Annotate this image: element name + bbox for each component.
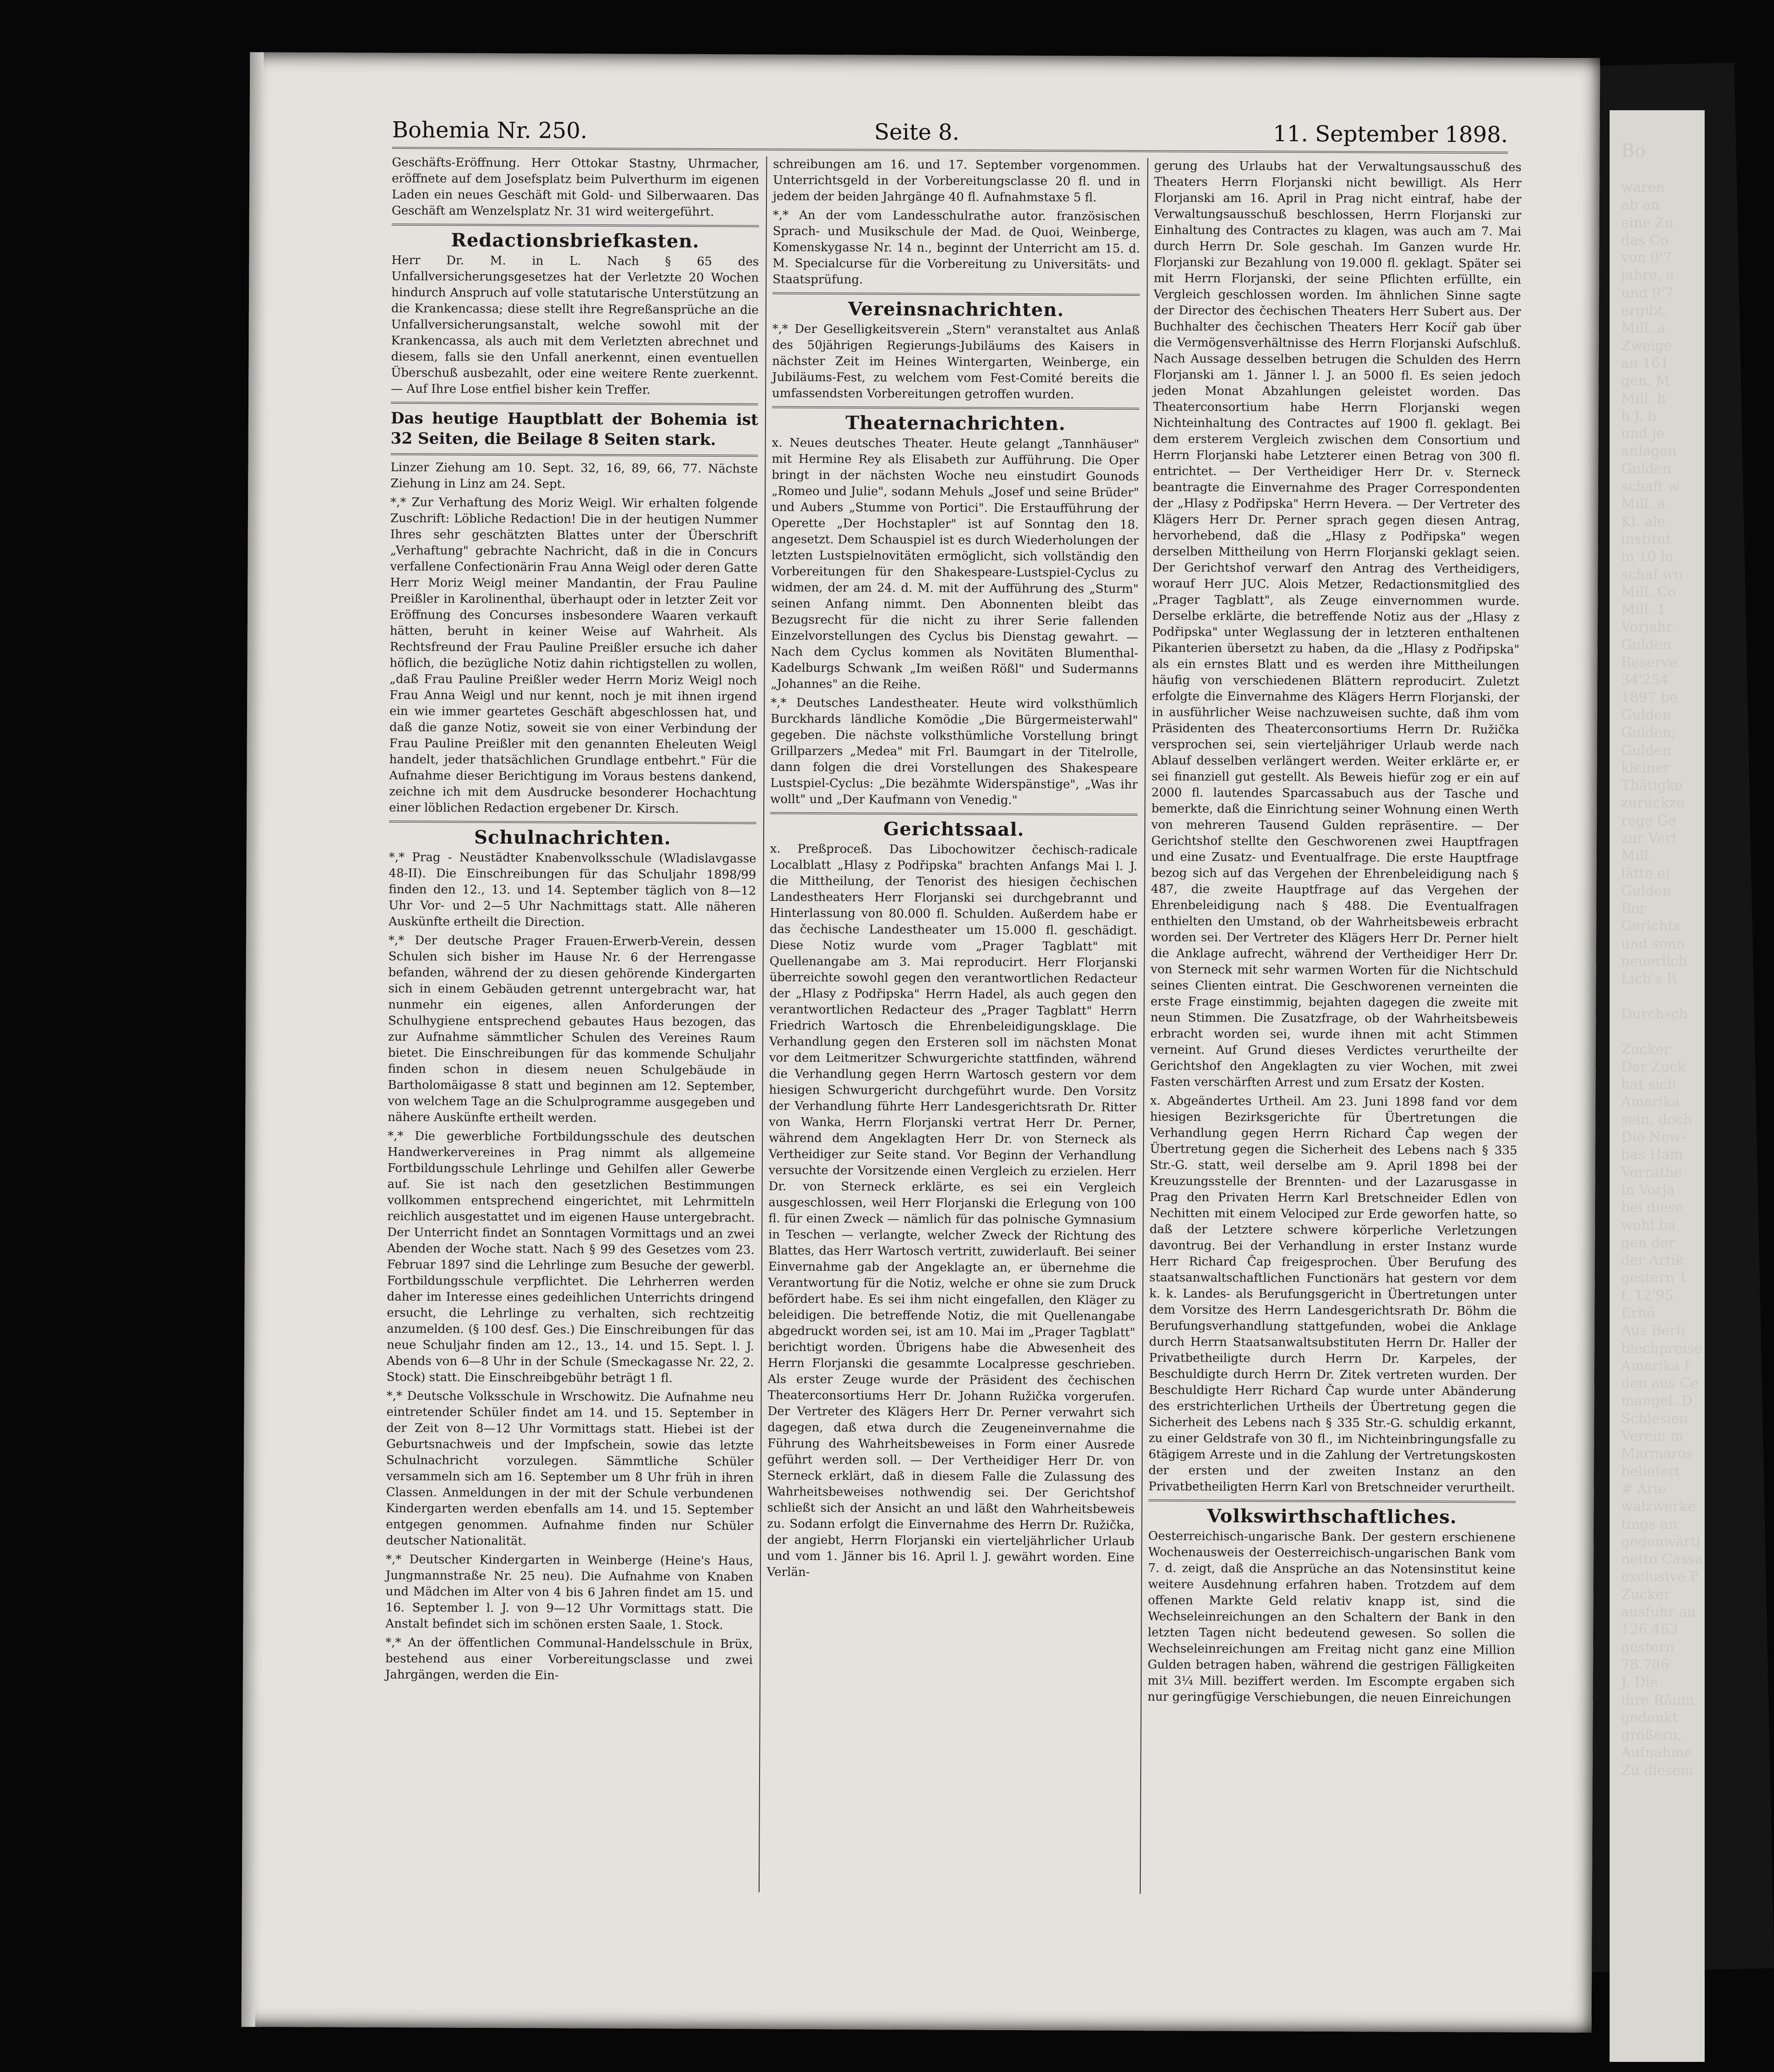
divider [391,402,758,405]
article-fortbildungsschule: *,* Die gewerbliche Fortbildungsschule des deutschen Handwerkervereines in Prag nimmt als allgemeine Fortbildungsschule Lehrlinge und Gehilfen aller Gewerbe auf. Sie ist nach den gesetzlichen Bestimmungen vollkommen entsprechend eingerichtet, mit Lehrmitteln reichlich ausgestattet und im eigenen Hause untergebracht. Der Unterricht findet an Sonntagen Vormittags und an zwei Abenden der Woche statt. Nach § 99 des Gesetzes vom 23. Februar 1897 sind die Lehrlinge zum Besuche der gewerbl. Fortbildungsschule verpflichtet. Die Lehrherren werden daher im Interesse eines gedeihlichen Unterrichts dringend ersucht, die Lehrlinge zu verhalten, sich rechtzeitig anzumelden. (§ 100 desf. Ges.) Die Einschreibungen für das neue Schuljahr finden am 12., 13., 14. und 15. Sept. l. J. Abends von 6—8 Uhr in der Schule (Smeckagasse Nr. 22, 2. Stock) statt. Die Einschreibgebühr beträgt 1 fl. [386,1129,755,1385]
adjacent-page-line: wohl ba [1621,1217,1676,1233]
adjacent-page-line: h J. b [1621,408,1656,424]
adjacent-page-line: den aus Ce [1621,1375,1699,1392]
article-abgeaendertes-urtheil: x. Abgeändertes Urtheil. Am 23. Juni 1898 fand vor dem hiesigen Bezirksgerichte für Übertretungen die Verhandlung gegen Herrn Richard Čap wegen der Übertretung gegen die Sicherheit des Lebens nach § 335 Str.-G. statt, weil derselbe am 9. April 1898 bei der Kreuzungsstelle der Brennten- und der Lazarusgasse in Prag den Privaten Herrn Karl Bretschneider Edlen von Nechitten mit einem Velociped zur Erde geworfen hatte, so daß der Letztere schwere körperliche Verletzungen davontrug. Bei der Verhandlung in erster Instanz wurde Herr Richard Čap freigesprochen. Über Berufung des staatsanwaltschaftlichen Functionärs hat gestern vor dem k. k. Landes- als Berufungsgericht in Übertretungen unter dem Vorsitze des Herrn Landesgerichtsrath Dr. Böhm die Berufungsverhandlung stattgefunden, wobei die Anklage durch Herrn Staatsanwaltsubstituten Herrn Dr. Haller der Privatbetheiligte durch Herrn Dr. Karpeles, der Beschuldigte durch Herrn Dr. Zitek vertreten wurden. Der Beschuldigte Herr Richard Čap wurde unter Abänderung des erstrichterlichen Urtheils der Übertretung gegen die Sicherheit des Lebens nach § 335 Str.-G. schuldig erkannt, zu einer Geldstrafe von 30 fl., im Nichteinbringungsfalle zu 6tägigem Arreste und in die Zahlung der Vertretungskosten der ersten und der zweiten Instanz an den Privatbetheiligten Herrn Karl von Bretschneider verurtheilt. [1148,1094,1518,1495]
adjacent-page-line: und sonn [1621,935,1685,952]
article-briefkasten: Herr Dr. M. in L. Nach § 65 des Unfallversicherungsgesetzes hat der Verletzte 20 Wochen hindurch Anspruch auf volle statutarische Unterstützung an die Krankencassa; diese stellt ihre Regreßansprüche an die Unfallversicherungsanstalt, welche sowohl mit der Krankencassa, als auch mit dem Verletzten abrechnet und diesem, falls sie den Unfall anerkennt, einen eventuellen Überschuß ausbezahlt, oder eine weitere Rente zuerkennt. — Auf Ihre Lose entfiel bisher kein Treffer. [391,253,759,397]
adjacent-page-line: blechpreise [1621,1340,1702,1357]
adjacent-page-line: Schlesien [1621,1410,1689,1427]
article-knabenvolksschule: *,* Prag - Neustädter Knabenvolksschule (Wladislavgasse 48-II). Die Einschreibungen für das Schuljahr 1898/99 finden den 12., 13. und 14. September täglich von 8—12 Uhr Vor- und 2—5 Uhr Nachmittags statt. Alle näheren Auskünfte ertheilt die Direction. [389,850,756,929]
adjacent-page-line: Aufnahme [1621,1745,1692,1761]
adjacent-page-line: ab an [1621,197,1660,214]
adjacent-page-line: Der Zuck [1621,1059,1686,1075]
adjacent-page-line: in Vorja [1621,1182,1675,1198]
adjacent-page-line: Aus Berli [1621,1323,1685,1339]
adjacent-page-line: gestern [1621,1639,1674,1655]
adjacent-page-line: Vorjahr [1621,619,1673,636]
adjacent-page-line: Gerichts [1621,918,1681,935]
adjacent-page-line: der Artik [1621,1252,1684,1269]
adjacent-page-line: Amerika f [1621,1357,1690,1374]
adjacent-page-line: Zu diesem [1621,1762,1694,1779]
adjacent-page-line: Gulden [1621,707,1672,723]
page-number: Seite 8. [874,119,960,146]
adjacent-page-line: Mill. Co [1621,584,1676,600]
newspaper-page [242,52,1600,2033]
heading-gerichtssaal: Gerichtssaal. [883,818,1025,840]
adjacent-page-line: Zweige [1621,338,1672,354]
article-handelsschule-bruex: *,* An der öffentlichen Communal-Handelsschule in Brüx, bestehend aus einer Vorbereitungsclasse und zwei Jahrgängen, werden die Ein- [385,1635,753,1683]
article-frauen-erwerb-verein: *,* Der deutsche Prager Frauen-Erwerb-Verein, dessen Schulen sich bisher im Hause Nr. 6 der Herrengasse befanden, während der zu diesen gehörende Kindergarten sich in einem Gebäuden getrennt untergebracht war, hat nunmehr ein eigenes, allen Anforderungen der Schulhygiene entsprechend gebautes Haus bezogen, das zur Aufnahme sämmtlicher Schulen des Vereines Raum bietet. Die Einschreibungen für das kommende Schuljahr finden schon in diesem neuen Schulgebäude in Bartholomäigasse 8 statt und beginnen am 12. September, von welchem Tage an die Schulprogramme ausgegeben und nähere Auskünfte ertheilt werden. [388,933,756,1125]
adjacent-page-line: das Co [1621,232,1669,248]
divider [389,821,756,824]
adjacent-page-line: f. 12'95 [1621,1287,1673,1304]
article-neues-theater: x. Neues deutsches Theater. Heute gelangt „Tannhäuser" mit Hermine Rey als Elisabeth zur Aufführung. Die Oper bringt in der nächsten Woche neu einstudirt Gounods „Romeo und Julie", sodann Mehuls „Josef und seine Brüder" und Aubers „Stumme von Portici". Die Erstaufführung der Operette „Der Hochstapler" ist auf Sonntag den 18. angesetzt. Dem Schauspiel ist es durch Wiederholungen der letzten Lustspielnovitäten ermöglicht, sich vollständig den Vorbereitungen für den Shakespeare-Lustspiel-Cyclus zu widmen, der am 24. d. M. mit der Aufführung des „Sturm" seinen Anfang nimmt. Den Abonnenten bleibt das Bezugsrecht für die nicht zu ihrer Serie fallenden Einzelvorstellungen des Cyclus bis Dienstag gewahrt. — Nach dem Cyclus kommen als Novitäten Blumenthal-Kadelburgs Schwank „Im weißen Rößl" und Sudermanns „Johannes" an die Reihe. [771,436,1139,692]
adjacent-page-line: ihre Räum [1621,1692,1695,1708]
adjacent-page-line: 34'254 [1621,672,1669,688]
article-verein-stern: *,* Der Geselligkeitsverein „Stern" veranstaltet aus Anlaß des 50jährigen Regierungs-Jubiläums des Kaisers in nächster Zeit im Heines Wintergarten, Weinberge, ein Jubiläums-Fest, zu welchem vom Fest-Comité bereits die umfassendsten Vorbereitungen getroffen wurden. [772,322,1140,402]
article-sprachschule: *,* An der vom Landesschulrathe autor. französischen Sprach- und Musikschule der Mad. de Quoi, Weinberge, Komenskygasse Nr. 14 n., beginnt der Unterricht am 15. d. M. Specialcurse für die Vorbereitung zu Universitäts- und Staatsprüfung. [772,208,1140,287]
masthead-issue: Bohemia Nr. 250. [392,117,588,144]
adjacent-page-line: schaft w [1621,479,1680,495]
adjacent-page-line: gen. M [1621,373,1670,389]
column-2 [767,157,1141,1585]
adjacent-page-line: Gulden [1621,742,1672,759]
divider [772,293,1140,296]
adjacent-page-text [1621,141,1704,1779]
adjacent-page-line: netto Cassa [1621,1551,1703,1568]
article-volksschule-wrschowitz: *,* Deutsche Volksschule in Wrschowitz. Die Aufnahme neu eintretender Schüler findet am 14. und 15. September in der Zeit von 8—12 Uhr Vormittags statt. Hiebei ist der Geburtsnachweis und der Impfschein, sowie das letzte Schulnachricht vorzulegen. Sämmtliche Schüler versammeln sich am 16. September um 8 Uhr früh in ihren Classen. Anmeldungen in der mit der Schule verbundenen Kindergarten werden ebenfalls am 14. und 15. September entgegen genommen. Aufnahme finden nur Schüler deutscher Nationalität. [386,1389,754,1548]
page-edge [242,52,264,2027]
adjacent-page-line: gedenkt [1621,1709,1678,1726]
divider [392,224,759,227]
adjacent-page-line: Kl. ale [1621,513,1666,530]
divider [391,453,758,456]
column-3 [1148,158,1522,1709]
adjacent-page-line: Mill. a [1621,496,1666,512]
column-rule [759,157,767,1892]
adjacent-page-line: bei diese [1621,1199,1684,1216]
adjacent-page-line: waren [1621,180,1665,196]
adjacent-page-line: Lich's R [1621,971,1677,987]
adjacent-page-line: kleiner [1621,760,1670,776]
adjacent-page-line: an 161 [1621,355,1669,372]
adjacent-page-line: Mill. [1621,848,1653,864]
article-verhaftung: *,* Zur Verhaftung des Moriz Weigl. Wir erhalten folgende Zuschrift: Löbliche Redaction! Die in der heutigen Nummer Ihres sehr geschätzten Blattes unter der Überschrift „Verhaftung" gebrachte Nachricht, daß in die in Concurs verfallene Confectionärin Frau Anna Weigl oder deren Gatte Herr Moriz Weigl meiner Mandantin, der Frau Pauline Preißler in Karolinenthal, überhaupt oder in letzter Zeit vor Eröffnung des Concurses insbesondere Waaren verkauft hätten, beruht in keiner Weise auf Wahrheit. Als Rechtsfreund der Frau Pauline Preißler ersuche ich daher höflich, die bezügliche Notiz dahin richtigstellen zu wollen, „daß Frau Pauline Preißler weder Herrn Moriz Weigl noch Frau Anna Weigl und nur kennt, noch je mit ihnen irgend ein wie immer geartetes Geschäft abgeschlossen hat, und daß die ganze Notiz, soweit sie von einer Verbindung der Frau Pauline Preißler mit den genannten Eheleuten Weigl handelt, jeder thatsächlichen Grundlage entbehrt." Für die Aufnahme dieser Berichtigung im Voraus bestens dankend, zeichne ich mit dem Ausdrucke besonderer Hochachtung einer löblichen Redaction ergebener Dr. Kirsch. [389,495,758,816]
adjacent-page-line: institut [1621,531,1672,547]
adjacent-page-line: # Arie [1621,1481,1667,1497]
adjacent-page-line: Gulden [1621,461,1672,477]
adjacent-page-line: und je [1621,426,1665,442]
adjacent-page-line: exclusive F [1621,1569,1700,1585]
article-handelsschule-cont: schreibungen am 16. und 17. September vorgenommen. Unterrichtsgeld in der Vorbereitungsclasse 20 fl. und in jedem der beiden Jahrgänge 40 fl. Aufnahmstaxe 5 fl. [772,157,1141,205]
divider [1149,1499,1516,1503]
adjacent-page-line: in 10 lu [1621,549,1674,565]
article-pressprocess: x. Preßproceß. Das Libochowitzer čechisch-radicale Localblatt „Hlasy z Podřipska" brachten Anfangs Mai l. J. die Mittheilung, der Tenorist des hiesigen čechischen Landestheaters Herr Florjanski sei durchgebrannt und Hinterlassung von 80.000 fl. Schulden. Außerdem habe er das čechische Landestheater um 15.000 fl. geschädigt. Diese Notiz wurde vom „Prager Tagblatt" mit Quellenangabe am 3. Mai reproducirt. Herr Florjanski überreichte sowohl gegen den verantwortlichen Redacteur der „Hlasy z Podřipska" Herrn Hadel, als auch gegen den verantwortlichen Redacteur des „Prager Tagblatt" Herrn Friedrich Wartosch die Ehrenbeleidigungsklage. Die Verhandlung gegen den Ersteren soll im nächsten Monat vor dem Leitmeritzer Schwurgerichte stattfinden, während die Verhandlung gegen Herrn Wartosch gestern vor dem hiesigen Schwurgericht durchgeführt wurde. Den Vorsitz der Verhandlung führte Herr Landesgerichtsrath Dr. Ritter von Wanka, Herrn Florjanski vertrat Herr Dr. Perner, während dem Angeklagten Herr Dr. von Sterneck als Vertheidiger zur Seite stand. Vor Beginn der Verhandlung versuchte der Vorsitzende einen Vergleich zu erzielen. Herr Dr. von Sterneck erklärte, es sei ein Vergleich ausgeschlossen, weil Herr Florjanski die Erlegung von 100 fl. für einen Zweck — nämlich für das polnische Gymnasium in Teschen — verlangte, welcher Zweck der Richtung des Blattes, das Herr Wartosch vertritt, zuwiderlauft. Bei seiner Einvernahme gab der Angeklagte an, er übernehme die Verantwortung für die Notiz, welche er ohne sie zum Druck befördert habe. Es sei ihm nicht eingefallen, den Kläger zu beleidigen. Die betreffende Notiz, die mit Quellenangabe abgedruckt worden sei, ist am 10. Mai im „Prager Tagblatt" berichtigt worden. Übrigens habe die Abwesenheit des Herrn Florjanski die gesammte Localpresse geschrieben. Als erster Zeuge wurde der Präsident des čechischen Theaterconsortiums Herr Dr. Johann Ružička vorgerufen. Der Vertreter des Klägers Herr Dr. Perner verwahrt sich dagegen, daß etwa durch die Zeugeneinvernahme die Führung des Wahrheitsbeweises in Form einer Ausrede geführt werden soll. — Der Vertheidiger Herr Dr. von Sterneck erklärt, daß in diesem Falle die Zulassung des Wahrheitsbeweises nothwendig sei. Der Gerichtshof schließt sich der Ansicht an und läßt den Wahrheitsbeweis zu. Sodann erfolgt die Einvernahme des Herrn Dr. Ružička, der angiebt, Herrn Florjanski ein vierteljährlicher Urlaub und vom 1. Jänner bis 16. April l. J. gewährt worden. Eine Verlän- [766,842,1138,1579]
adjacent-page-line: Zucker [1621,1041,1671,1058]
adjacent-page-line: sein, doch [1621,1111,1692,1128]
adjacent-page-line: von 0'7 [1621,250,1672,266]
heading-vereinsnachrichten: Vereinsnachrichten. [848,298,1064,321]
adjacent-page-line: schaf wu [1621,566,1684,583]
adjacent-page-line: Marmaros [1621,1446,1694,1462]
adjacent-page-line: Thätigke [1621,777,1683,794]
adjacent-page-line: zurückzu [1621,795,1685,811]
heading-volkswirthschaft: Volkswirthschaftliches. [1207,1505,1457,1528]
adjacent-page-line: mangel. D [1621,1393,1693,1409]
adjacent-page-line: Bor [1621,901,1646,917]
article-linzer-ziehung: Linzer Ziehung am 10. Sept. 32, 16, 89, 66, 77. Nächste Ziehung in Linz am 24. Sept. [390,460,758,491]
adjacent-page-line: Durchsch [1621,1006,1688,1022]
divider [772,406,1139,410]
adjacent-page-line: Vorräthe [1621,1164,1682,1181]
page-header [392,115,1508,154]
article-kindergarten-weinberge: *,* Deutscher Kindergarten in Weinberge (Heine's Haus, Jungmannstraße Nr. 25 neu). Die Aufnahme von Knaben und Mädchen im Alter von 4 bis 6 Jahren findet am 15. und 16. September l. J. von 9—12 Uhr Vormittags statt. Die Anstalt befindet sich im schönen ersten Saale, 1. Stock. [385,1552,754,1633]
adjacent-page-line: rege Ge [1621,812,1677,829]
adjacent-page-line: neuerlich [1621,953,1687,970]
adjacent-page-line: größern, [1621,1727,1682,1744]
adjacent-page-line: gegenwärti [1621,1533,1701,1550]
adjacent-page-line: Gulden; [1621,725,1676,741]
adjacent-page-line: eine Zu [1621,214,1674,231]
column-1 [385,155,760,1687]
article-landestheater: *,* Deutsches Landestheater. Heute wird volksthümlich Burckhards ländliche Komödie „Die Bürgermeisterwahl" gegeben. Die nächste volksthümliche Vorstellung bringt Grillparzers „Medea" mit Frl. Baumgart in der Titelrolle, dann folgen die drei Vorstellungen des Shakespeare Lustspiel-Cyclus: „Die bezähmte Widerspänstige", „Was ihr wollt" und „Der Kaufmann von Venedig." [770,696,1138,807]
heading-theaternachrichten: Theaternachrichten. [845,412,1066,435]
adjacent-page-line: walzwerke [1621,1498,1696,1515]
notice-page-count: Das heutige Hauptblatt der Bohemia ist 32 Seiten, die Beilage 8 Seiten stark. [390,409,758,450]
adjacent-page-line: und 9'7 [1621,285,1673,301]
adjacent-page-line: Zucker [1621,1586,1671,1603]
adjacent-page-header: Bo [1621,141,1646,162]
adjacent-page-line: ausfuhr au [1621,1604,1696,1621]
article-geschaeft: Geschäfts-Eröffnung. Herr Ottokar Stastny, Uhrmacher, eröffnete auf dem Josefsplatz beim Pulverthurm im eigenen Laden ein neues Geschäft mit Gold- und Silberwaaren. Das Geschäft am Wenzelsplatz Nr. 31 wird weitergeführt. [391,155,760,220]
adjacent-page-line: Gulden [1621,636,1672,653]
adjacent-page-line [1621,988,1704,1006]
adjacent-page-line: Reserve [1621,654,1678,671]
adjacent-page-line: 1897 be [1621,689,1678,706]
adjacent-page-lines [1621,179,1704,1779]
divider [770,812,1138,816]
adjacent-page-line: J. Die [1621,1674,1658,1691]
adjacent-page-line: beliefert [1621,1463,1681,1480]
adjacent-page-line: bas Ham [1621,1147,1683,1163]
article-pressprocess-cont: gerung des Urlaubs hat der Verwaltungsausschuß des Theaters Herrn Florjanski nicht bewilligt. Als Herr Florjanski am 16. April in Prag nicht eintraf, habe der Verwaltungsausschuß beschlossen, Herrn Florjanski zur Einhaltung des Contractes zu klagen, was auch am 7. Mai durch Herrn Dr. Sole geschah. Im Ganzen wurde Hr. Florjanski zur Bezahlung von 19.000 fl. geklagt. Später sei mit Herrn Florjanski, der seine Pflichten erfüllte, ein Vergleich geschlossen worden. Im ähnlichen Sinne sagte der Director des čechischen Theaters Herr Subert aus. Der Buchhalter des čechischen Theaters Herr Kocíř gab über die Vermögensverhältnisse des Herrn Florjanski Aufschluß. Nach Aussage desselben betrugen die Schulden des Herrn Florjanski am 1. Jänner l. J. an 5000 fl. Es seien jedoch jeden Monat Abzahlungen geleistet worden. Das Theaterconsortium habe Herrn Florjanski wegen Nichteinhaltung des Contractes auf 1900 fl. geklagt. Bei dem ersterem Vergleich zwischen dem Consortium und Herrn Florjanski habe Letzterer einen Betrag von 300 fl. entrichtet. — Der Vertheidiger Herr Dr. v. Sterneck beantragte die Einvernahme des Prager Correspondenten der „Hlasy z Podřipska" Herrn Hevera. — Der Vertreter des Klägers Herr Dr. Perner sprach gegen diesen Antrag, hervorhebend, daß die „Hlasy z Podřipska" wegen derselben Mittheilung von Herrn Florjanski geklagt seien. Der Gerichtshof verwarf den Antrag des Vertheidigers, worauf Herr JUC. Alois Metzer, Redactionsmitglied des „Prager Tagblatt", als Zeuge einvernommen wurde. Derselbe erklärte, die betreffende Notiz aus der „Hlasy z Podřipska" unter Weglassung der in letzteren enthaltenen Pikanterien übersetzt zu haben, da die „Hlasy z Podřipska" als ein ernstes Blatt und es werden ihre Mittheilungen häufig von verschiedenen Blättern reproducirt. Zuletzt erfolgte die Einvernahme des Klägers Herrn Florjanski, der in ausführlicher Weise nachzuweisen suchte, daß ihm vom Präsidenten des Theaterconsortiums Herrn Dr. Ružička versprochen sei, sein vierteljähriger Urlaub werde nach Ablauf desselben verlängert werden. Weiter erklärte er, er sei finanziell gut gestellt. Als Beweis hiefür zog er ein auf 2000 fl. lautendes Sparcassabuch aus der Tasche und bemerkte, daß die Einrichtung seiner Wohnung einen Werth von mehreren Tausend Gulden repräsentire. — Der Gerichtshof stellte den Geschworenen zwei Hauptfragen und eine Zusatz- und Eventualfrage. Die erste Hauptfrage bezog sich auf das Vergehen der Ehrenbeleidigung nach § 487, die zweite Hauptfrage auf das Vergehen der Ehrenbeleidigung nach § 488. Die Eventualfragen enthielten den Umstand, ob der Wahrheitsbeweis erbracht worden sei. Der Vertreter des Klägers Herr Dr. Perner hielt die Anklage aufrecht, während der Vertheidiger Herr Dr. von Sterneck mit sehr warmen Worten für die Nichtschuld seines Clienten eintrat. Die Geschworenen verneinten die erste Frage einstimmig, bejahten dagegen die zweite mit neun Stimmen. Die Zusatzfrage, ob der Wahrheitsbeweis erbracht worden sei, wurde ihnen mit acht Stimmen verneint. Auf Grund dieses Verdictes verurtheilte der Gerichtshof den Angeklagten zu vier Wochen, mit zwei Fasten verschärften Arrest und zum Ersatz der Kosten. [1150,159,1522,1091]
adjacent-page-line [1621,1023,1704,1041]
adjacent-page-line: jahre, a [1621,267,1674,284]
adjacent-page-line: tings an [1621,1516,1678,1532]
adjacent-page-line: Mill. 1 [1621,602,1666,618]
adjacent-page-line: lätte ei [1621,865,1670,882]
adjacent-page-line: Erhö [1621,1305,1655,1321]
adjacent-page-line: Mill. h [1621,390,1666,407]
adjacent-page-line: Die New- [1621,1129,1686,1146]
heading-schulnachrichten: Schulnachrichten. [474,826,671,849]
adjacent-page-line: hat sich [1621,1076,1676,1093]
article-bank: Oesterreichisch-ungarische Bank. Der gestern erschienene Wochenausweis der Oesterreichisch-ungarischen Bank vom 7. d. zeigt, daß die Ansprüche an das Notensinstitut keine weitere Ausdehnung erfahren haben. Trotzdem auf dem offenen Markte Geld relativ knapp ist, sind die Wechseleinreichungen an den Schaltern der Bank in den letzten Tagen nicht bedeutend gewesen. So sollen die Wechseleinreichungen am Freitag nicht ganz eine Million Gulden betragen haben, während die gestrigen Fälligkeiten mit 3¼ Mill. beziffert werden. Im Escompte ergaben sich nur geringfügige Verschiebungen, die neuen Einreichungen [1147,1529,1516,1706]
adjacent-page-line: 78.786 [1621,1656,1669,1673]
adjacent-page-line: 126.463 [1621,1622,1678,1638]
adjacent-page-line: zur Vert [1621,830,1678,846]
adjacent-page-line: ergibt. [1621,303,1668,319]
adjacent-page-line: anlagen [1621,443,1677,460]
issue-date: 11. September 1898. [1273,121,1508,148]
adjacent-page-line: gen der [1621,1234,1675,1251]
adjacent-page-line: gestern 1 [1621,1270,1688,1286]
adjacent-page-line: Mill. a [1621,320,1666,337]
column-rule [1140,158,1148,1894]
adjacent-page-line: Gulden [1621,883,1672,899]
heading-redaction: Redactionsbriefkasten. [451,229,700,252]
adjacent-page-line: Verein m [1621,1428,1684,1445]
adjacent-page-line: Amerika [1621,1094,1680,1110]
